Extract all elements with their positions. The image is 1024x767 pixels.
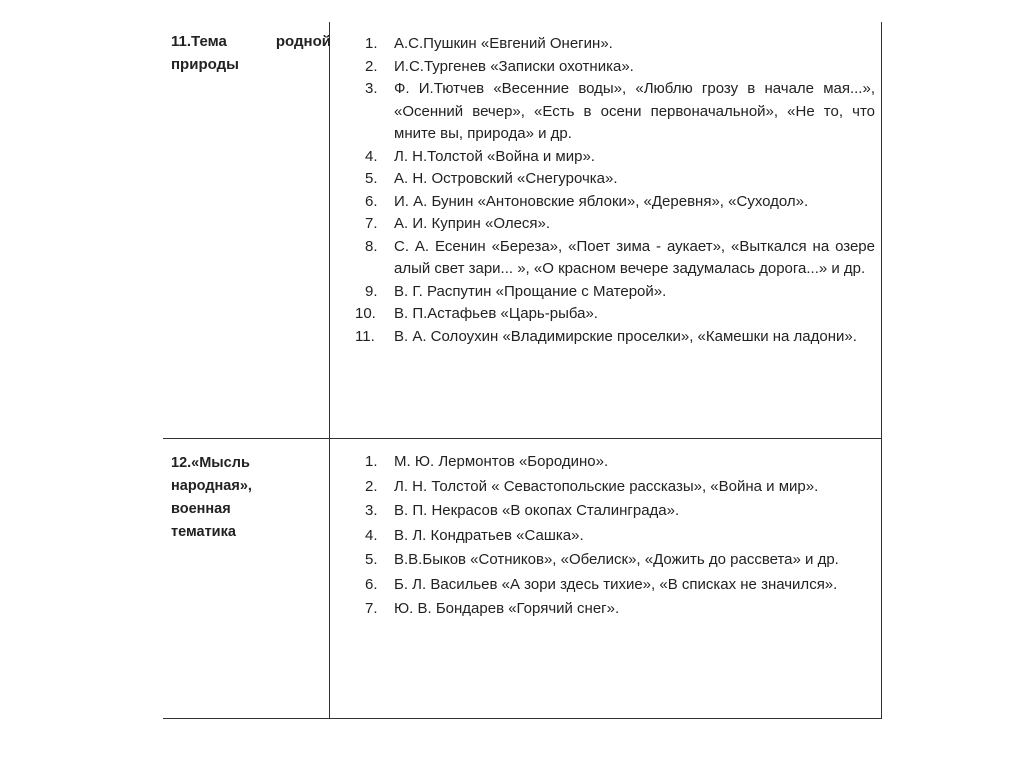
- column-divider: [329, 22, 330, 719]
- table-right-border: [881, 22, 882, 719]
- list-item: [355, 168, 875, 191]
- list-item: [355, 476, 875, 499]
- item-text: В. А. Солоухин «Владимирские проселки», «Камешки на ладони».: [394, 327, 857, 345]
- item-number: 8.: [365, 237, 378, 255]
- list-item: [355, 56, 875, 79]
- theme-cell-12: [171, 452, 271, 544]
- item-text: А.С.Пушкин «Евгений Онегин».: [394, 35, 613, 52]
- list-item: [355, 213, 875, 236]
- item-text: В. Л. Кондратьев «Сашка».: [394, 526, 584, 544]
- theme-line: 11.Тема родной: [171, 33, 331, 50]
- list-item: [355, 574, 875, 597]
- list-item: [355, 281, 875, 304]
- theme-line: народная»,: [171, 478, 252, 494]
- item-text: В.В.Быков «Сотников», «Обелиск», «Дожить до рассвета» и др.: [394, 551, 839, 568]
- theme-line: природы: [171, 56, 239, 73]
- item-number: 5.: [365, 170, 378, 187]
- item-text: Л. Н. Толстой « Севастопольские рассказы», «Война и мир».: [394, 477, 819, 495]
- literature-table: [163, 22, 883, 719]
- item-text: Ю. В. Бондарев «Горячий снег».: [394, 600, 620, 617]
- item-text: М. Ю. Лермонтов «Бородино».: [394, 453, 609, 470]
- item-number: 1.: [365, 35, 378, 52]
- list-item: [355, 33, 875, 56]
- item-number: 11.: [355, 327, 375, 345]
- item-text: С. А. Есенин «Береза», «Поет зима - аукает», «Выткался на озере алый свет зари... », «О красном вечере задумалась дорога...» и др.: [394, 237, 875, 277]
- row-divider: [163, 438, 882, 439]
- item-number: 5.: [365, 551, 378, 568]
- list-item: [355, 191, 875, 214]
- list-item: [355, 236, 875, 281]
- works-cell-11: [355, 33, 875, 348]
- item-text: В. Г. Распутин «Прощание с Матерой».: [394, 282, 667, 300]
- table-bottom-border: [163, 718, 882, 719]
- list-item: [355, 78, 875, 146]
- item-number: 7.: [365, 215, 378, 232]
- theme-line: тематика: [171, 524, 236, 540]
- item-text: А. И. Куприн «Олеся».: [394, 215, 551, 232]
- item-number: 3.: [365, 80, 378, 97]
- item-number: 10.: [355, 305, 376, 322]
- theme-cell-11: [171, 30, 331, 76]
- list-item: [355, 598, 875, 621]
- works-list: [355, 451, 875, 621]
- item-number: 6.: [365, 192, 378, 210]
- list-item: [355, 500, 875, 523]
- works-cell-12: [355, 451, 875, 621]
- list-item: [355, 451, 875, 474]
- list-item: [355, 549, 875, 572]
- item-text: И.С.Тургенев «Записки охотника».: [394, 57, 634, 75]
- item-text: Ф. И.Тютчев «Весенние воды», «Люблю грозу в начале мая...», «Осенний вечер», «Есть в осени первоначальной», «Не то, что мните вы, природа» и др.: [394, 80, 875, 142]
- works-list: [355, 33, 875, 348]
- item-number: 2.: [365, 477, 378, 495]
- item-text: А. Н. Островский «Снегурочка».: [394, 170, 618, 187]
- theme-line: 12.«Мысль: [171, 455, 250, 471]
- list-item: [355, 146, 875, 169]
- item-number: 3.: [365, 502, 378, 519]
- list-item: [355, 326, 875, 349]
- item-number: 1.: [365, 453, 378, 470]
- item-text: И. А. Бунин «Антоновские яблоки», «Деревня», «Суходол».: [394, 192, 809, 210]
- item-number: 4.: [365, 147, 378, 165]
- item-number: 7.: [365, 600, 378, 617]
- item-number: 9.: [365, 282, 378, 300]
- list-item: [355, 525, 875, 548]
- theme-line: военная: [171, 501, 231, 517]
- list-item: [355, 303, 875, 326]
- item-text: Л. Н.Толстой «Война и мир».: [394, 147, 595, 165]
- item-text: В. П.Астафьев «Царь-рыба».: [394, 305, 598, 322]
- item-number: 4.: [365, 526, 378, 544]
- item-number: 6.: [365, 575, 378, 593]
- item-text: В. П. Некрасов «В окопах Сталинграда».: [394, 502, 680, 519]
- item-text: Б. Л. Васильев «А зори здесь тихие», «В списках не значился».: [394, 575, 838, 593]
- item-number: 2.: [365, 57, 378, 75]
